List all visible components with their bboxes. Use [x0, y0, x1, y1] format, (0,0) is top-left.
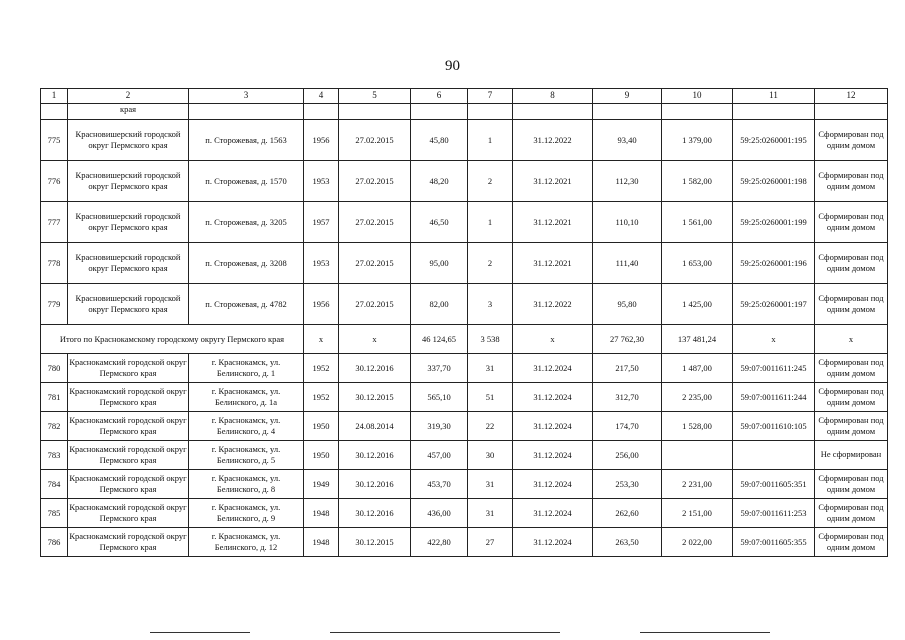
area-cell: 337,70 — [411, 354, 468, 383]
residents-cell: 3 — [468, 284, 513, 325]
status-cell: Сформирован под одним домом — [815, 202, 888, 243]
scan-line — [640, 632, 770, 633]
column-number: 2 — [68, 89, 189, 104]
deadline-cell: 31.12.2024 — [513, 383, 593, 412]
area-cell: 457,00 — [411, 441, 468, 470]
area-cell: 319,30 — [411, 412, 468, 441]
status-cell: Сформирован под одним домом — [815, 284, 888, 325]
page-number: 90 — [445, 58, 460, 74]
year-cell: 1948 — [304, 528, 339, 557]
cadastral-cell: 59:25:0260001:199 — [733, 202, 815, 243]
status-cell: Не сформирован — [815, 441, 888, 470]
area-cell: 82,00 — [411, 284, 468, 325]
cadastral-cell: 59:07:0011605:351 — [733, 470, 815, 499]
date-cell: 27.02.2015 — [339, 161, 411, 202]
column-number: 11 — [733, 89, 815, 104]
table-row — [41, 441, 888, 470]
municipality-cell: Краснокамский городской округ Пермского края — [68, 470, 189, 499]
area2-cell: 93,40 — [593, 120, 662, 161]
area2-cell: 112,30 — [593, 161, 662, 202]
municipality-cell: Красновишерский городской округ Пермского края — [68, 284, 189, 325]
row-number: 778 — [41, 243, 68, 284]
continued-row — [41, 104, 888, 120]
residents-cell: 27 — [468, 528, 513, 557]
total-cell: 3 538 — [468, 325, 513, 354]
status-cell: Сформирован под одним домом — [815, 412, 888, 441]
table-row — [41, 412, 888, 441]
municipality-cell: Краснокамский городской округ Пермского края — [68, 499, 189, 528]
deadline-cell: 31.12.2024 — [513, 412, 593, 441]
cost-cell: 1 582,00 — [662, 161, 733, 202]
address-cell: г. Краснокамск, ул. Белинского, д. 1а — [189, 383, 304, 412]
total-cell: х — [733, 325, 815, 354]
cadastral-cell: 59:07:0011610:105 — [733, 412, 815, 441]
address-cell: п. Сторожевая, д. 4782 — [189, 284, 304, 325]
date-cell: 30.12.2016 — [339, 499, 411, 528]
area2-cell: 217,50 — [593, 354, 662, 383]
cost-cell: 1 425,00 — [662, 284, 733, 325]
year-cell: 1956 — [304, 120, 339, 161]
deadline-cell: 31.12.2021 — [513, 202, 593, 243]
area-cell: 422,80 — [411, 528, 468, 557]
column-number: 3 — [189, 89, 304, 104]
table-row — [41, 284, 888, 325]
area-cell: 95,00 — [411, 243, 468, 284]
area2-cell: 256,00 — [593, 441, 662, 470]
table-row — [41, 202, 888, 243]
cadastral-cell: 59:07:0011611:244 — [733, 383, 815, 412]
residents-cell: 31 — [468, 499, 513, 528]
address-cell: г. Краснокамск, ул. Белинского, д. 8 — [189, 470, 304, 499]
year-cell: 1950 — [304, 412, 339, 441]
cost-cell: 2 022,00 — [662, 528, 733, 557]
cost-cell: 2 231,00 — [662, 470, 733, 499]
deadline-cell: 31.12.2021 — [513, 243, 593, 284]
residents-cell: 30 — [468, 441, 513, 470]
total-cell: х — [513, 325, 593, 354]
total-cell: 137 481,24 — [662, 325, 733, 354]
housing-register-table — [40, 88, 888, 557]
address-cell: г. Краснокамск, ул. Белинского, д. 9 — [189, 499, 304, 528]
status-cell: Сформирован под одним домом — [815, 120, 888, 161]
deadline-cell: 31.12.2022 — [513, 284, 593, 325]
municipality-cell: Красновишерский городской округ Пермского края — [68, 161, 189, 202]
year-cell: 1952 — [304, 383, 339, 412]
table-row — [41, 528, 888, 557]
year-cell: 1956 — [304, 284, 339, 325]
status-cell: Сформирован под одним домом — [815, 354, 888, 383]
residents-cell: 51 — [468, 383, 513, 412]
status-cell: Сформирован под одним домом — [815, 528, 888, 557]
row-number: 780 — [41, 354, 68, 383]
deadline-cell: 31.12.2022 — [513, 120, 593, 161]
area-cell: 453,70 — [411, 470, 468, 499]
municipality-cell: Красновишерский городской округ Пермского края — [68, 120, 189, 161]
status-cell: Сформирован под одним домом — [815, 499, 888, 528]
row-number: 777 — [41, 202, 68, 243]
cadastral-cell: 59:25:0260001:195 — [733, 120, 815, 161]
column-number-row — [41, 89, 888, 104]
municipality-cell: Краснокамский городской округ Пермского края — [68, 528, 189, 557]
area2-cell: 111,40 — [593, 243, 662, 284]
row-number: 782 — [41, 412, 68, 441]
area-cell: 565,10 — [411, 383, 468, 412]
column-number: 7 — [468, 89, 513, 104]
row-number: 784 — [41, 470, 68, 499]
status-cell: Сформирован под одним домом — [815, 470, 888, 499]
cadastral-cell: 59:07:0011605:355 — [733, 528, 815, 557]
column-number: 10 — [662, 89, 733, 104]
municipality-cell: Краснокамский городской округ Пермского края — [68, 354, 189, 383]
address-cell: п. Сторожевая, д. 1570 — [189, 161, 304, 202]
column-number: 8 — [513, 89, 593, 104]
address-cell: п. Сторожевая, д. 1563 — [189, 120, 304, 161]
cost-cell: 1 561,00 — [662, 202, 733, 243]
residents-cell: 22 — [468, 412, 513, 441]
total-cell: х — [815, 325, 888, 354]
address-cell: г. Краснокамск, ул. Белинского, д. 5 — [189, 441, 304, 470]
residents-cell: 2 — [468, 243, 513, 284]
residents-cell: 1 — [468, 120, 513, 161]
address-cell: г. Краснокамск, ул. Белинского, д. 12 — [189, 528, 304, 557]
row-number: 786 — [41, 528, 68, 557]
cadastral-cell: 59:25:0260001:196 — [733, 243, 815, 284]
date-cell: 27.02.2015 — [339, 120, 411, 161]
area-cell: 46,50 — [411, 202, 468, 243]
status-cell: Сформирован под одним домом — [815, 161, 888, 202]
address-cell: п. Сторожевая, д. 3205 — [189, 202, 304, 243]
area-cell: 436,00 — [411, 499, 468, 528]
status-cell: Сформирован под одним домом — [815, 383, 888, 412]
scan-line — [150, 632, 250, 633]
total-cell: х — [304, 325, 339, 354]
table-row — [41, 470, 888, 499]
municipality-cell: Красновишерский городской округ Пермского края — [68, 243, 189, 284]
date-cell: 30.12.2015 — [339, 528, 411, 557]
row-number: 776 — [41, 161, 68, 202]
table-row — [41, 120, 888, 161]
table-row — [41, 499, 888, 528]
area2-cell: 262,60 — [593, 499, 662, 528]
table-row — [41, 243, 888, 284]
row-number: 785 — [41, 499, 68, 528]
date-cell: 30.12.2016 — [339, 441, 411, 470]
row-number: 775 — [41, 120, 68, 161]
residents-cell: 31 — [468, 354, 513, 383]
deadline-cell: 31.12.2024 — [513, 441, 593, 470]
cost-cell — [662, 441, 733, 470]
address-cell: п. Сторожевая, д. 3208 — [189, 243, 304, 284]
year-cell: 1953 — [304, 161, 339, 202]
date-cell: 27.02.2015 — [339, 284, 411, 325]
area2-cell: 263,50 — [593, 528, 662, 557]
cost-cell: 1 379,00 — [662, 120, 733, 161]
row-number: 783 — [41, 441, 68, 470]
municipality-cell: Красновишерский городской округ Пермского края — [68, 202, 189, 243]
date-cell: 27.02.2015 — [339, 202, 411, 243]
date-cell: 30.12.2016 — [339, 470, 411, 499]
cadastral-cell: 59:07:0011611:253 — [733, 499, 815, 528]
year-cell: 1950 — [304, 441, 339, 470]
residents-cell: 31 — [468, 470, 513, 499]
municipality-cell: Краснокамский городской округ Пермского края — [68, 412, 189, 441]
column-number: 5 — [339, 89, 411, 104]
area-cell: 48,20 — [411, 161, 468, 202]
year-cell: 1948 — [304, 499, 339, 528]
area2-cell: 312,70 — [593, 383, 662, 412]
row-number: 779 — [41, 284, 68, 325]
continued-text: края — [68, 104, 189, 120]
total-cell: х — [339, 325, 411, 354]
total-cell: 27 762,30 — [593, 325, 662, 354]
residents-cell: 1 — [468, 202, 513, 243]
column-number: 9 — [593, 89, 662, 104]
column-number: 12 — [815, 89, 888, 104]
residents-cell: 2 — [468, 161, 513, 202]
year-cell: 1957 — [304, 202, 339, 243]
column-number: 1 — [41, 89, 68, 104]
total-cell: 46 124,65 — [411, 325, 468, 354]
scan-line — [330, 632, 560, 633]
deadline-cell: 31.12.2021 — [513, 161, 593, 202]
table-row — [41, 354, 888, 383]
address-cell: г. Краснокамск, ул. Белинского, д. 1 — [189, 354, 304, 383]
table-row — [41, 383, 888, 412]
area2-cell: 253,30 — [593, 470, 662, 499]
municipality-cell: Краснокамский городской округ Пермского края — [68, 383, 189, 412]
cadastral-cell: 59:25:0260001:198 — [733, 161, 815, 202]
cost-cell: 1 528,00 — [662, 412, 733, 441]
area2-cell: 174,70 — [593, 412, 662, 441]
cadastral-cell — [733, 441, 815, 470]
year-cell: 1953 — [304, 243, 339, 284]
area-cell: 45,80 — [411, 120, 468, 161]
total-label: Итого по Краснокамскому городскому округу Пермского края — [41, 325, 304, 354]
area2-cell: 110,10 — [593, 202, 662, 243]
year-cell: 1949 — [304, 470, 339, 499]
cost-cell: 1 653,00 — [662, 243, 733, 284]
column-number: 6 — [411, 89, 468, 104]
address-cell: г. Краснокамск, ул. Белинского, д. 4 — [189, 412, 304, 441]
date-cell: 27.02.2015 — [339, 243, 411, 284]
column-number: 4 — [304, 89, 339, 104]
cost-cell: 2 235,00 — [662, 383, 733, 412]
cadastral-cell: 59:25:0260001:197 — [733, 284, 815, 325]
date-cell: 30.12.2015 — [339, 383, 411, 412]
area2-cell: 95,80 — [593, 284, 662, 325]
municipality-cell: Краснокамский городской округ Пермского края — [68, 441, 189, 470]
date-cell: 24.08.2014 — [339, 412, 411, 441]
year-cell: 1952 — [304, 354, 339, 383]
cost-cell: 1 487,00 — [662, 354, 733, 383]
deadline-cell: 31.12.2024 — [513, 499, 593, 528]
total-row — [41, 325, 888, 354]
status-cell: Сформирован под одним домом — [815, 243, 888, 284]
table-row — [41, 161, 888, 202]
deadline-cell: 31.12.2024 — [513, 470, 593, 499]
row-number: 781 — [41, 383, 68, 412]
date-cell: 30.12.2016 — [339, 354, 411, 383]
cost-cell: 2 151,00 — [662, 499, 733, 528]
deadline-cell: 31.12.2024 — [513, 528, 593, 557]
cadastral-cell: 59:07:0011611:245 — [733, 354, 815, 383]
deadline-cell: 31.12.2024 — [513, 354, 593, 383]
